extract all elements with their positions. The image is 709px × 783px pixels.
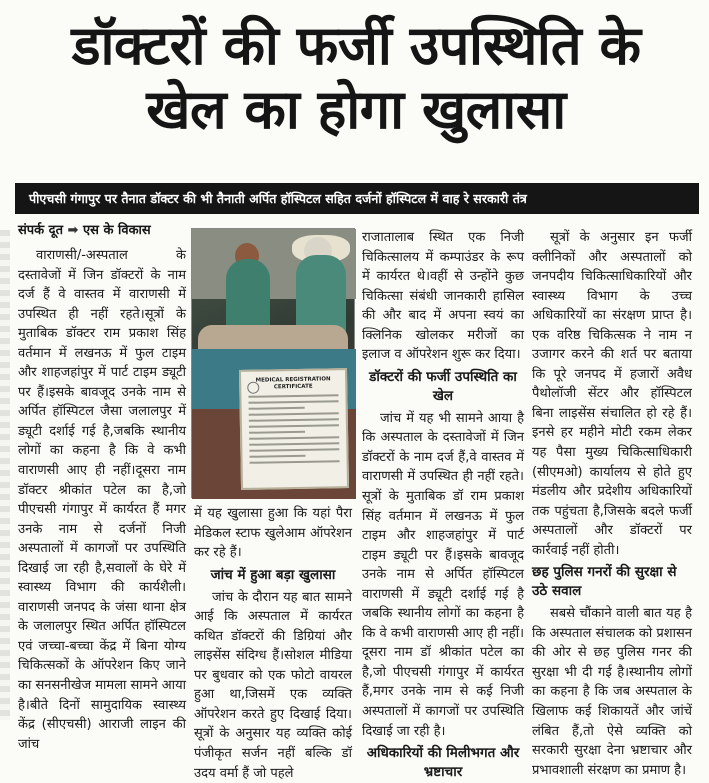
article-column-4 (532, 228, 693, 778)
column-3-subhead: डॉक्टरों की फर्जी उपस्थिति का खेल (369, 368, 517, 404)
headline-line-2: खेल का होगा खुलासा (146, 78, 566, 141)
column-2-text-1: में यह खुलासा हुआ कि यहां पैरा मेडिकल स्टाफ खुलेआम ऑपरेशन कर रहे हैं। (194, 506, 352, 561)
operation-photo (191, 228, 355, 498)
article-column-1 (18, 246, 186, 752)
column-4-text-1: सूत्रों के अनुसार इन फर्जी क्लीनिकों और अस्पतालों को जनपदीय चिकित्साधिकारियों और स्वास्थ्य विभाग के उच्च अधिकारियों का संरक्षण प्राप्त है।एक वरिष्ठ चिकित्सक ने नाम न उजागर करने की शर्त पर बताया कि पूरे जनपद में हजारों अवैध पैथोलॉजी सेंटर और हॉस्पिटल बिना लाइसेंस संचालित हो रहे हैं।इनसे हर महीने मोटी रकम लेकर यह पैसा मुख्य चिकित्साधिकारी (सीएमओ) कार्यालय से होते हुए मंडलीय और प्रदेशीय अधिकारियों तक पहुंचता है,जिसके बदले फर्जी अस्पतालों और डॉक्टरों पर कार्रवाई नहीं होती। (532, 230, 692, 558)
subheadline-banner: पीएचसी गंगापुर पर तैनात डॉक्टर की भी तैनाती अर्पित हॉस्पिटल सहित दर्जनों हॉस्पिटल में वाह रे सरकारी तंत्र (15, 183, 699, 214)
certificate-title: MEDICAL REGISTRATION CERTIFICATE (255, 376, 331, 391)
column-3-text-1: राजातालाब स्थित एक निजी चिकित्सालय में कम्पाउंडर के रूप में कार्यरत थे।वहीं से उन्होंने कुछ चिकित्सा संबंधी जानकारी हासिल की और बाद में अपना स्वयं का क्लिनिक खोलकर मरीजों का इलाज व ऑपरेशन शुरू कर दिया। (362, 230, 524, 363)
headline-line-1: डॉक्टरों की फर्जी उपस्थिति के (71, 14, 641, 77)
byline-author: एस के विकास (82, 223, 151, 238)
registration-certificate-inset (239, 368, 349, 490)
seal-icon (247, 382, 259, 394)
byline-label: संपर्क दूत (18, 223, 63, 238)
column-1-text: वाराणसी/-अस्पताल के दस्तावेजों में जिन डॉक्टरों के नाम दर्ज हैं वे वास्तव में वाराणसी में उपस्थित ही नहीं रहते।सूत्रों के मुताबिक डॉक्टर राम प्रकाश सिंह वर्तमान में लखनऊ में फुल टाइम और शाहजहांपुर में पार्ट टाइम ड्यूटी पर हैं।इसके बावजूद उनके नाम से अर्पित हॉस्पिटल जैसा जलालपुर में ड्यूटी दर्शाई गई है,जबकि स्थानीय लोगों का कहना है कि वे कभी वाराणसी आए ही नहीं।दूसरा नाम डॉक्टर श्रीकांत पटेल का है,जो पीएचसी गंगापुर में कार्यरत हैं मगर उनके नाम से दर्जनों निजी अस्पतालों में कागजों पर उपस्थिति दिखाई जा रही है,सवालों के घेरे में स्वास्थ्य विभाग की कार्यशैली।वाराणसी जनपद के जंसा थाना क्षेत्र के जलालपुर स्थित अर्पित हॉस्पिटल एवं जच्चा-बच्चा केंद्र में बिना योग्य चिकित्सकों के ऑपरेशन किए जाने का सनसनीखेज मामला सामने आया है।बीते दिनों सामुदायिक स्वास्थ्य केंद्र (सीएचसी) आराजी लाइन की जांच (18, 248, 186, 752)
column-4-text-2: सबसे चौंकाने वाली बात यह है कि अस्पताल संचालक को प्रशासन की ओर से छह पुलिस गनर की सुरक्षा भी दी गई है।स्थानीय लोगों का कहना है कि जब अस्पताल के खिलाफ कई शिकायतें और जांचें लंबित हैं,तो ऐसे व्यक्ति को सरकारी सुरक्षा देना भ्रष्टाचार और प्रभावशाली संरक्षण का प्रमाण है। (532, 606, 693, 778)
column-2-text-2: जांच के दौरान यह बात सामने आई कि अस्पताल में कार्यरत कथित डॉक्टरों की डिग्रियां और लाइसेंस संदिग्ध हैं।सोशल मीडिया पर बुधवार को एक फोटो वायरल हुआ था,जिसमें एक व्यक्ति ऑपरेशन करते हुए दिखाई दिया।सूत्रों के अनुसार यह व्यक्ति कोई पंजीकृत सर्जन नहीं बल्कि डॉ उदय वर्मा हैं जो पहले (194, 589, 352, 781)
column-4-subhead: छह पुलिस गनरों की सुरक्षा से उठे सवाल (532, 564, 677, 600)
arrow-icon: ➡ (67, 223, 79, 238)
headline (18, 14, 694, 142)
column-2-subhead: जांच में हुआ बड़ा खुलासा (210, 566, 336, 583)
byline (18, 222, 186, 240)
article-column-2 (194, 504, 352, 781)
page-edge-decoration (0, 230, 10, 720)
column-3-text-2: जांच में यह भी सामने आया है कि अस्पताल के दस्तावेजों में जिन डॉक्टरों के नाम दर्ज हैं,वे वास्तव में वाराणसी में उपस्थित ही नहीं रहते।सूत्रों के मुताबिक डॉ राम प्रकाश सिंह वर्तमान में लखनऊ में फुल टाइम और शाहजहांपुर में पार्ट टाइम ड्यूटी पर हैं।इसके बावजूद उनके नाम से अर्पित हॉस्पिटल वाराणसी में ड्यूटी दर्शाई गई है जबकि स्थानीय लोगों का कहना है कि वे कभी वाराणसी आए ही नहीं।दूसरा नाम डॉ श्रीकांत पटेल का है,जो पीएचसी गंगापुर में कार्यरत हैं,मगर उनके नाम से कई निजी अस्पतालों में कागजों पर उपस्थिति दिखाई जा रही है। (362, 410, 524, 739)
article-column-3 (362, 228, 524, 781)
column-3-subhead-2: अधिकारियों की मिलीभगत और भ्रष्टाचार (366, 745, 520, 781)
